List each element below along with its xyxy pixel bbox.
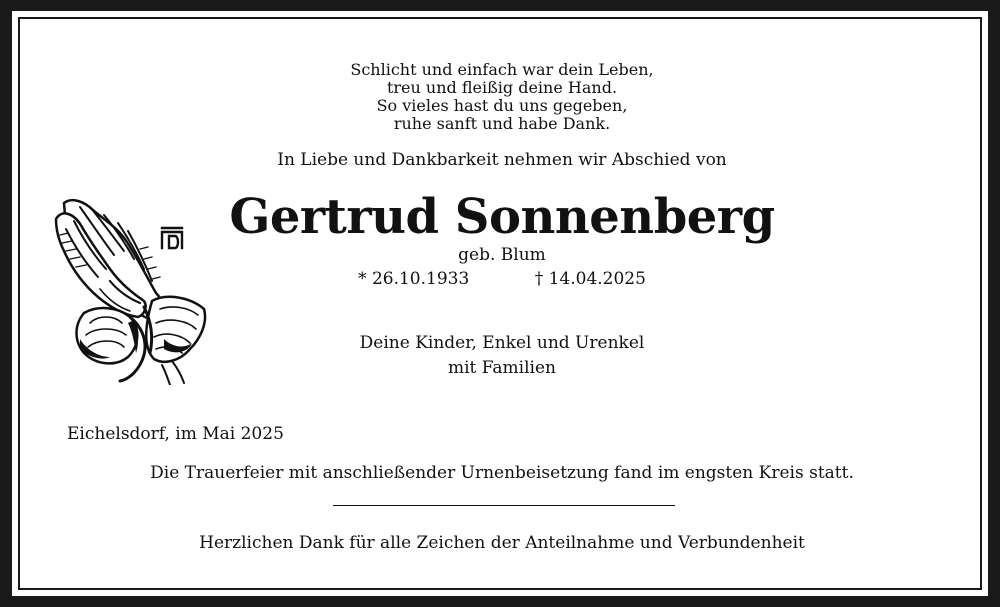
ceremony-note: Die Trauerfeier mit anschließender Urnenbeisetzung fand im engsten Kreis statt. [150, 463, 854, 483]
obituary-frame [18, 17, 982, 590]
death-date: † 14.04.2025 [534, 269, 646, 289]
poem-line: So vieles hast du uns gegeben, [376, 96, 628, 115]
poem [20, 61, 984, 133]
durer-monogram-icon [159, 226, 185, 250]
mourners-line: mit Familien [447, 358, 556, 378]
obituary-card [12, 11, 988, 596]
birth-date: * 26.10.1933 [358, 269, 470, 289]
intro-text: In Liebe und Dankbarkeit nehmen wir Abschied von [277, 150, 727, 170]
place-and-date: Eichelsdorf, im Mai 2025 [67, 424, 284, 444]
maiden-name: geb. Blum [458, 245, 546, 265]
divider-line [333, 505, 675, 506]
poem-line: ruhe sanft und habe Dank. [393, 114, 611, 133]
thanks-note: Herzlichen Dank für alle Zeichen der Anteilnahme und Verbundenheit [199, 533, 805, 553]
deceased-name: Gertrud Sonnenberg [229, 189, 775, 245]
poem-line: Schlicht und einfach war dein Leben, [350, 60, 654, 79]
poem-line: treu und fleißig deine Hand. [386, 78, 618, 97]
mourners [20, 331, 984, 381]
mourners-line: Deine Kinder, Enkel und Urenkel [359, 333, 645, 353]
